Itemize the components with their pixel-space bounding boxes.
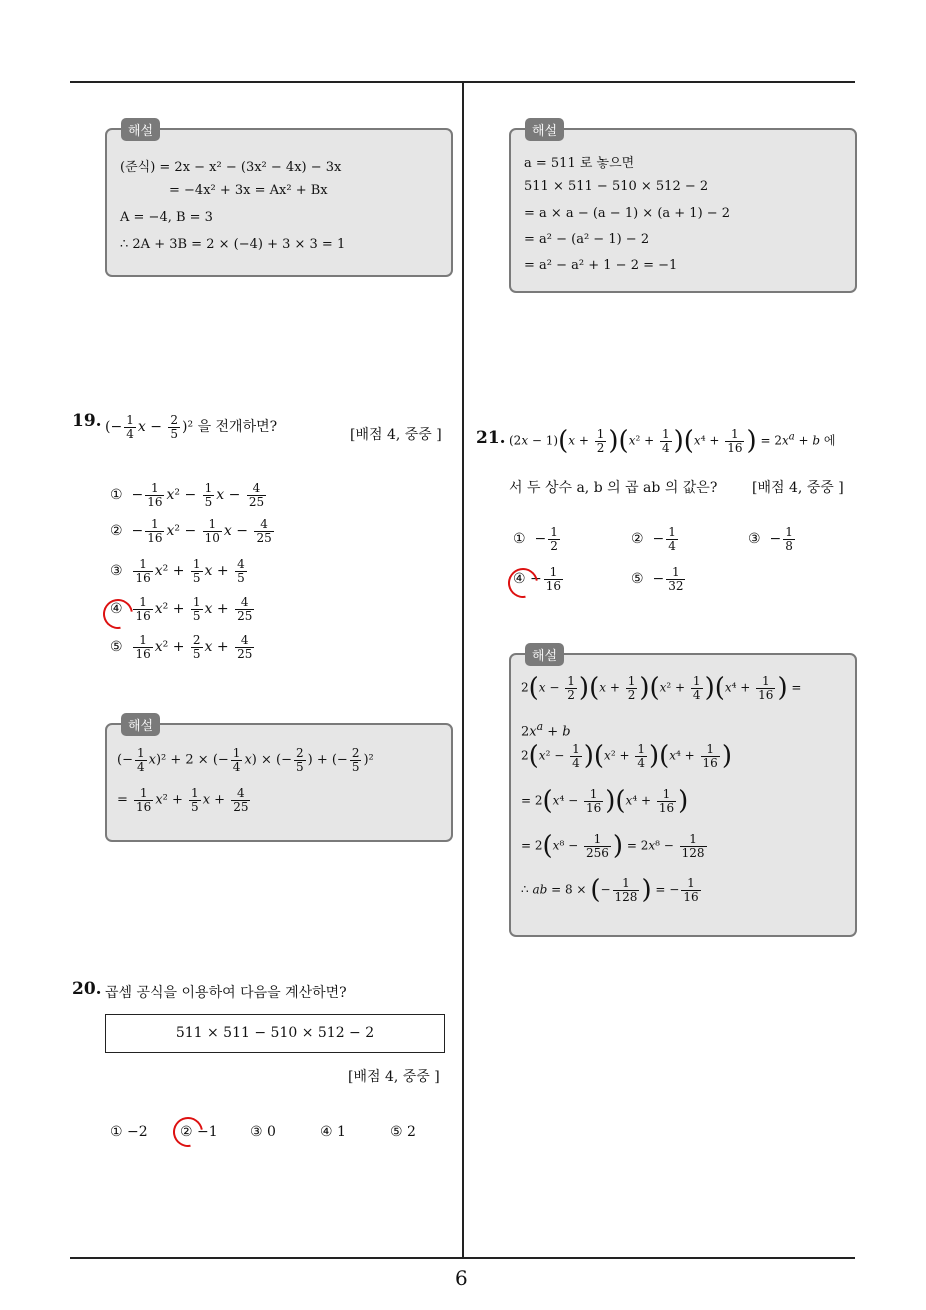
- solution-line: = −4x² + 3x = Ax² + Bx: [169, 183, 328, 198]
- solution-line: $2x^a + b$: [521, 720, 571, 740]
- question-21-number: 21.: [476, 428, 506, 448]
- q21-option-2[interactable]: ② − $\frac{1}{4}$: [631, 525, 676, 553]
- solution-label: 해설: [525, 118, 564, 141]
- column-divider: [462, 83, 464, 1258]
- question-21-text: 서 두 상수 a, b 의 곱 ab 의 값은?: [509, 480, 718, 496]
- solution-line: = a² − a² + 1 − 2 = −1: [524, 258, 678, 273]
- solution-line: = $\frac{1}{16}$ x² + $\frac{1}{5}$ x + $\frac{4}{25}$: [117, 786, 249, 814]
- solution-label: 해설: [121, 713, 160, 736]
- solution-line: (준식) = 2x − x² − (3x² − 4x) − 3x: [120, 160, 342, 175]
- solution-line: 2(x² − $\frac{1}{4}$ )(x² + $\frac{1}{4}$ )(x⁴ + $\frac{1}{16}$ ): [521, 741, 732, 772]
- q20-option-2[interactable]: ② −1: [180, 1124, 218, 1140]
- answer-circle-mark: [167, 1111, 209, 1153]
- q21-option-4[interactable]: ④ − $\frac{1}{16}$: [513, 565, 562, 593]
- question-21-points: [배점 4, 중중 ]: [752, 480, 844, 496]
- question-19-number: 19.: [72, 411, 102, 431]
- q20-option-5[interactable]: ⑤ 2: [390, 1124, 416, 1140]
- solution-line: = 2(x⁸ − $\frac{1}{256}$ ) = 2x⁸ − $\frac{1}{128}$: [521, 831, 705, 862]
- question-20-text: 곱셈 공식을 이용하여 다음을 계산하면?: [105, 985, 347, 1001]
- solution-line: A = −4, B = 3: [120, 210, 213, 225]
- q19-option-3[interactable]: ③ $\frac{1}{16}$ x² + $\frac{1}{5}$ x + $\frac{4}{5}$: [110, 557, 245, 585]
- solution-label: 해설: [525, 643, 564, 666]
- question-19-points: [배점 4, 중중 ]: [350, 427, 442, 443]
- solution-box-21: [509, 649, 857, 937]
- question-20-expression-box: 511 × 511 − 510 × 512 − 2: [105, 1014, 445, 1053]
- question-20-points: [배점 4, 중중 ]: [348, 1069, 440, 1085]
- solution-line: (− $\frac{1}{4}$ x)² + 2 × (− $\frac{1}{4}$ x) × (− $\frac{2}{5}$ ) + (− $\frac{2}{5}$ )²: [117, 746, 374, 774]
- q19-option-4[interactable]: ④ $\frac{1}{16}$ x² + $\frac{1}{5}$ x + $\frac{4}{25}$: [110, 595, 253, 623]
- solution-line: ∴ ab = 8 × (− $\frac{1}{128}$ ) = − $\frac{1}{16}$: [521, 875, 699, 906]
- question-21-equation: (2x − 1)(x + $\frac{1}{2}$ )(x² + $\frac{1}{4}$ )(x⁴ + $\frac{1}{16}$ ) = $2x^a + b$ 에: [509, 426, 836, 457]
- solution-line: a = 511 로 놓으면: [524, 156, 635, 171]
- question-20-number: 20.: [72, 979, 102, 999]
- q21-option-1[interactable]: ① − $\frac{1}{2}$: [513, 525, 558, 553]
- question-21-text-end: 에: [823, 433, 836, 448]
- solution-line: ∴ 2A + 3B = 2 × (−4) + 3 × 3 = 1: [120, 237, 346, 252]
- solution-line: = a² − (a² − 1) − 2: [524, 232, 650, 247]
- solution-box-17: [509, 124, 857, 293]
- q20-option-3[interactable]: ③ 0: [250, 1124, 276, 1140]
- solution-label: 해설: [121, 118, 160, 141]
- page-number: 6: [455, 1266, 468, 1290]
- q21-option-5[interactable]: ⑤ − $\frac{1}{32}$: [631, 565, 684, 593]
- solution-line: = 2(x⁴ − $\frac{1}{16}$ )(x⁴ + $\frac{1}{16}$ ): [521, 786, 689, 817]
- solution-line: 511 × 511 − 510 × 512 − 2: [524, 179, 709, 194]
- solution-line: = a × a − (a − 1) × (a + 1) − 2: [524, 206, 731, 221]
- solution-box-19: [105, 719, 453, 842]
- question-19-text: (− $\frac{1}{4}$ x − $\frac{2}{5}$ )² 을 전개하면?: [105, 413, 278, 441]
- solution-box-18: [105, 124, 453, 277]
- q19-option-5[interactable]: ⑤ $\frac{1}{16}$ x² + $\frac{2}{5}$ x + $\frac{4}{25}$: [110, 633, 253, 661]
- q20-option-1[interactable]: ① −2: [110, 1124, 148, 1140]
- q21-option-3[interactable]: ③ − $\frac{1}{8}$: [748, 525, 793, 553]
- q19-option-2[interactable]: ② − $\frac{1}{16}$ x² − $\frac{1}{10}$ x − $\frac{4}{25}$: [110, 517, 272, 545]
- q20-option-4[interactable]: ④ 1: [320, 1124, 346, 1140]
- solution-line: 2(x − $\frac{1}{2}$ )(x + $\frac{1}{2}$ )(x² + $\frac{1}{4}$ )(x⁴ + $\frac{1}{16}$ ) =: [521, 673, 802, 704]
- question-19-prompt: 을 전개하면?: [197, 419, 278, 436]
- q19-option-1[interactable]: ① − $\frac{1}{16}$ x² − $\frac{1}{5}$ x − $\frac{4}{25}$: [110, 481, 265, 509]
- bottom-rule: [70, 1257, 855, 1259]
